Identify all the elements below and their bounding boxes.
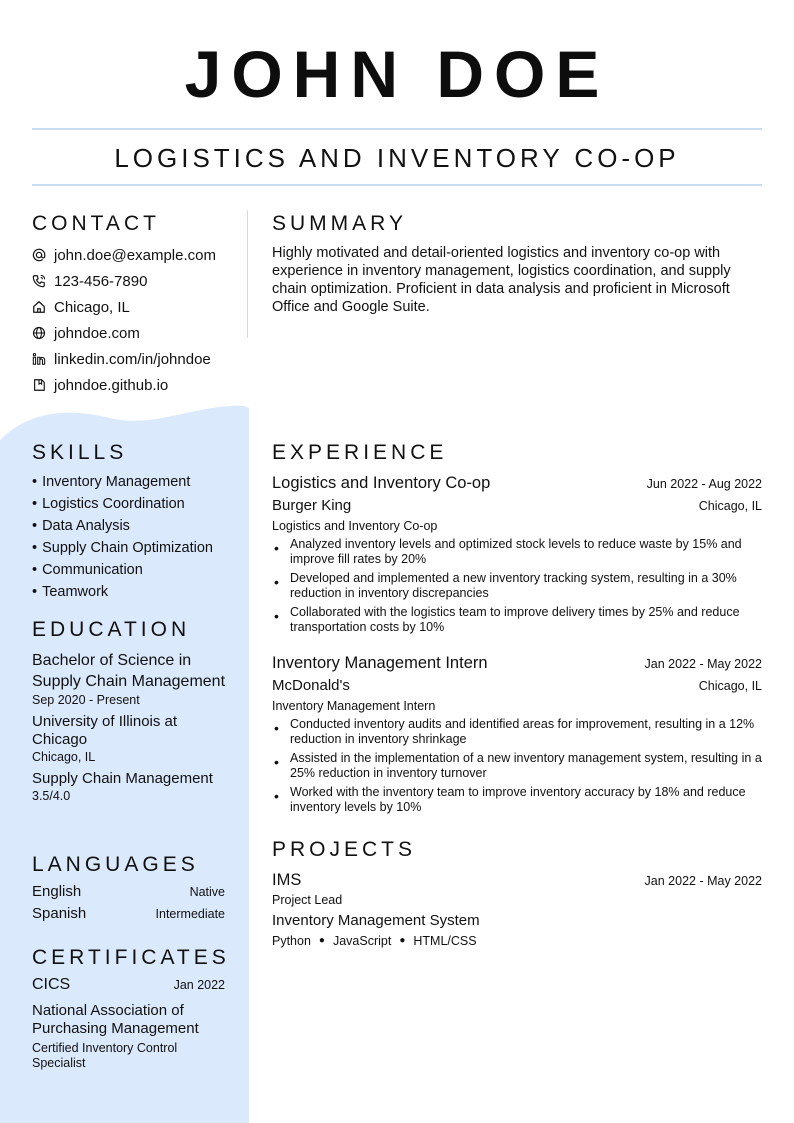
certificate-name: CICS (32, 976, 71, 993)
project-role: Project Lead (272, 893, 343, 907)
skill-item: • Data Analysis (32, 515, 242, 537)
job-company: McDonald's (272, 677, 350, 694)
contact-phone-text: 123-456-7890 (54, 272, 148, 290)
contact-website-text: johndoe.com (54, 324, 140, 342)
skills-list (32, 471, 242, 603)
github-icon (32, 378, 46, 392)
column-divider (247, 210, 248, 338)
contact-location (32, 294, 242, 320)
education-location: Chicago, IL (32, 750, 96, 764)
job-bullet: • Developed and implemented a new inventory tracking system, resulting in a 30% reduction in inventory discrepancies (272, 571, 762, 601)
skill-item: • Logistics Coordination (32, 493, 242, 515)
education-degree: Bachelor of Science in Supply Chain Management (32, 652, 226, 690)
contact-phone[interactable] (32, 268, 242, 294)
project-dates: Jan 2022 - May 2022 (644, 874, 762, 888)
experience-heading: EXPERIENCE (272, 441, 448, 464)
job-dates: Jan 2022 - May 2022 (644, 657, 762, 671)
contact-linkedin-text: linkedin.com/in/johndoe (54, 350, 211, 368)
certificate-issuer: National Association of Purchasing Management (32, 1002, 199, 1037)
languages-heading: LANGUAGES (32, 853, 199, 876)
job-position: Inventory Management Intern (272, 699, 436, 713)
education-field: Supply Chain Management (32, 770, 213, 787)
language-row (32, 905, 225, 927)
job-role: Logistics and Inventory Co-op (272, 474, 491, 492)
phone-icon (32, 274, 46, 288)
education-dates: Sep 2020 - Present (32, 693, 140, 707)
globe-icon (32, 326, 46, 340)
job-bullet: • Conducted inventory audits and identified areas for improvement, resulting in a 12% reduction in inventory shrinkage (272, 717, 762, 747)
project-name: IMS (272, 871, 302, 889)
candidate-name: JOHN DOE (184, 37, 610, 111)
contact-linkedin[interactable] (32, 346, 242, 372)
contact-github-text: johndoe.github.io (54, 376, 169, 394)
contact-list (32, 242, 242, 398)
home-icon (32, 300, 46, 314)
contact-heading: CONTACT (32, 212, 160, 235)
job-bullet: • Collaborated with the logistics team to improve delivery times by 25% and reduce transportation costs by 10% (272, 605, 762, 635)
summary-text: Highly motivated and detail-oriented logistics and inventory co-op with experience in inventory management, logistics coordination, and supply chain optimization. Proficient in data analysis and proficient in Microsoft Office and Google Suite. (272, 245, 731, 315)
language-level: Native (189, 885, 225, 899)
header-divider-top (32, 128, 762, 130)
job-bullet: • Analyzed inventory levels and optimized stock levels to reduce waste by 15% and improve fill rates by 20% (272, 537, 762, 567)
tech-item: JavaScript (332, 934, 392, 948)
contact-email[interactable] (32, 242, 242, 268)
certificates-heading: CERTIFICATES (32, 946, 230, 969)
linkedin-icon (32, 352, 46, 366)
project-entry (272, 869, 762, 950)
education-gpa: 3.5/4.0 (32, 789, 71, 803)
job-company: Burger King (272, 497, 352, 514)
skill-item: • Teamwork (32, 581, 242, 603)
at-icon (32, 248, 46, 262)
language-name: Spanish (32, 905, 87, 922)
job-bullets (272, 717, 762, 815)
languages-list (32, 883, 225, 927)
experience-entry (272, 652, 762, 819)
education-heading: EDUCATION (32, 618, 191, 641)
separator-dot: ● (399, 935, 406, 946)
language-name: English (32, 883, 82, 900)
contact-github[interactable] (32, 372, 242, 398)
job-role: Inventory Management Intern (272, 654, 488, 672)
tech-item: Python (272, 934, 311, 948)
certificate-entry (32, 976, 225, 1071)
job-bullet: • Worked with the inventory team to improve inventory accuracy by 18% and reduce inventory levels by 10% (272, 785, 762, 815)
project-tech-list (272, 932, 762, 950)
skill-item: • Inventory Management (32, 471, 242, 493)
skills-heading: SKILLS (32, 441, 128, 464)
job-position: Logistics and Inventory Co-op (272, 519, 438, 533)
separator-dot: ● (318, 935, 325, 946)
certificate-date: Jan 2022 (173, 978, 225, 992)
job-location: Chicago, IL (698, 499, 762, 513)
language-row (32, 883, 225, 905)
summary-heading: SUMMARY (272, 212, 407, 235)
education-school: University of Illinois at Chicago (32, 713, 178, 748)
language-level: Intermediate (155, 907, 225, 921)
certificate-full-name: Certified Inventory Control Specialist (32, 1041, 178, 1070)
header-divider-bottom (32, 184, 762, 186)
skill-item: • Supply Chain Optimization (32, 537, 242, 559)
tech-item: HTML/CSS (413, 934, 477, 948)
experience-entry (272, 472, 762, 639)
job-dates: Jun 2022 - Aug 2022 (646, 477, 762, 491)
skill-item: • Communication (32, 559, 242, 581)
job-location: Chicago, IL (698, 679, 762, 693)
projects-heading: PROJECTS (272, 838, 417, 861)
contact-email-text: john.doe@example.com (54, 246, 216, 264)
project-full-name: Inventory Management System (272, 912, 480, 929)
job-bullet: • Assisted in the implementation of a new inventory management system, resulting in a 25% reduction in inventory turnover (272, 751, 762, 781)
contact-location-text: Chicago, IL (54, 298, 130, 316)
contact-website[interactable] (32, 320, 242, 346)
education-entry (32, 650, 232, 809)
job-title: LOGISTICS AND INVENTORY CO-OP (114, 143, 680, 173)
job-bullets (272, 537, 762, 635)
